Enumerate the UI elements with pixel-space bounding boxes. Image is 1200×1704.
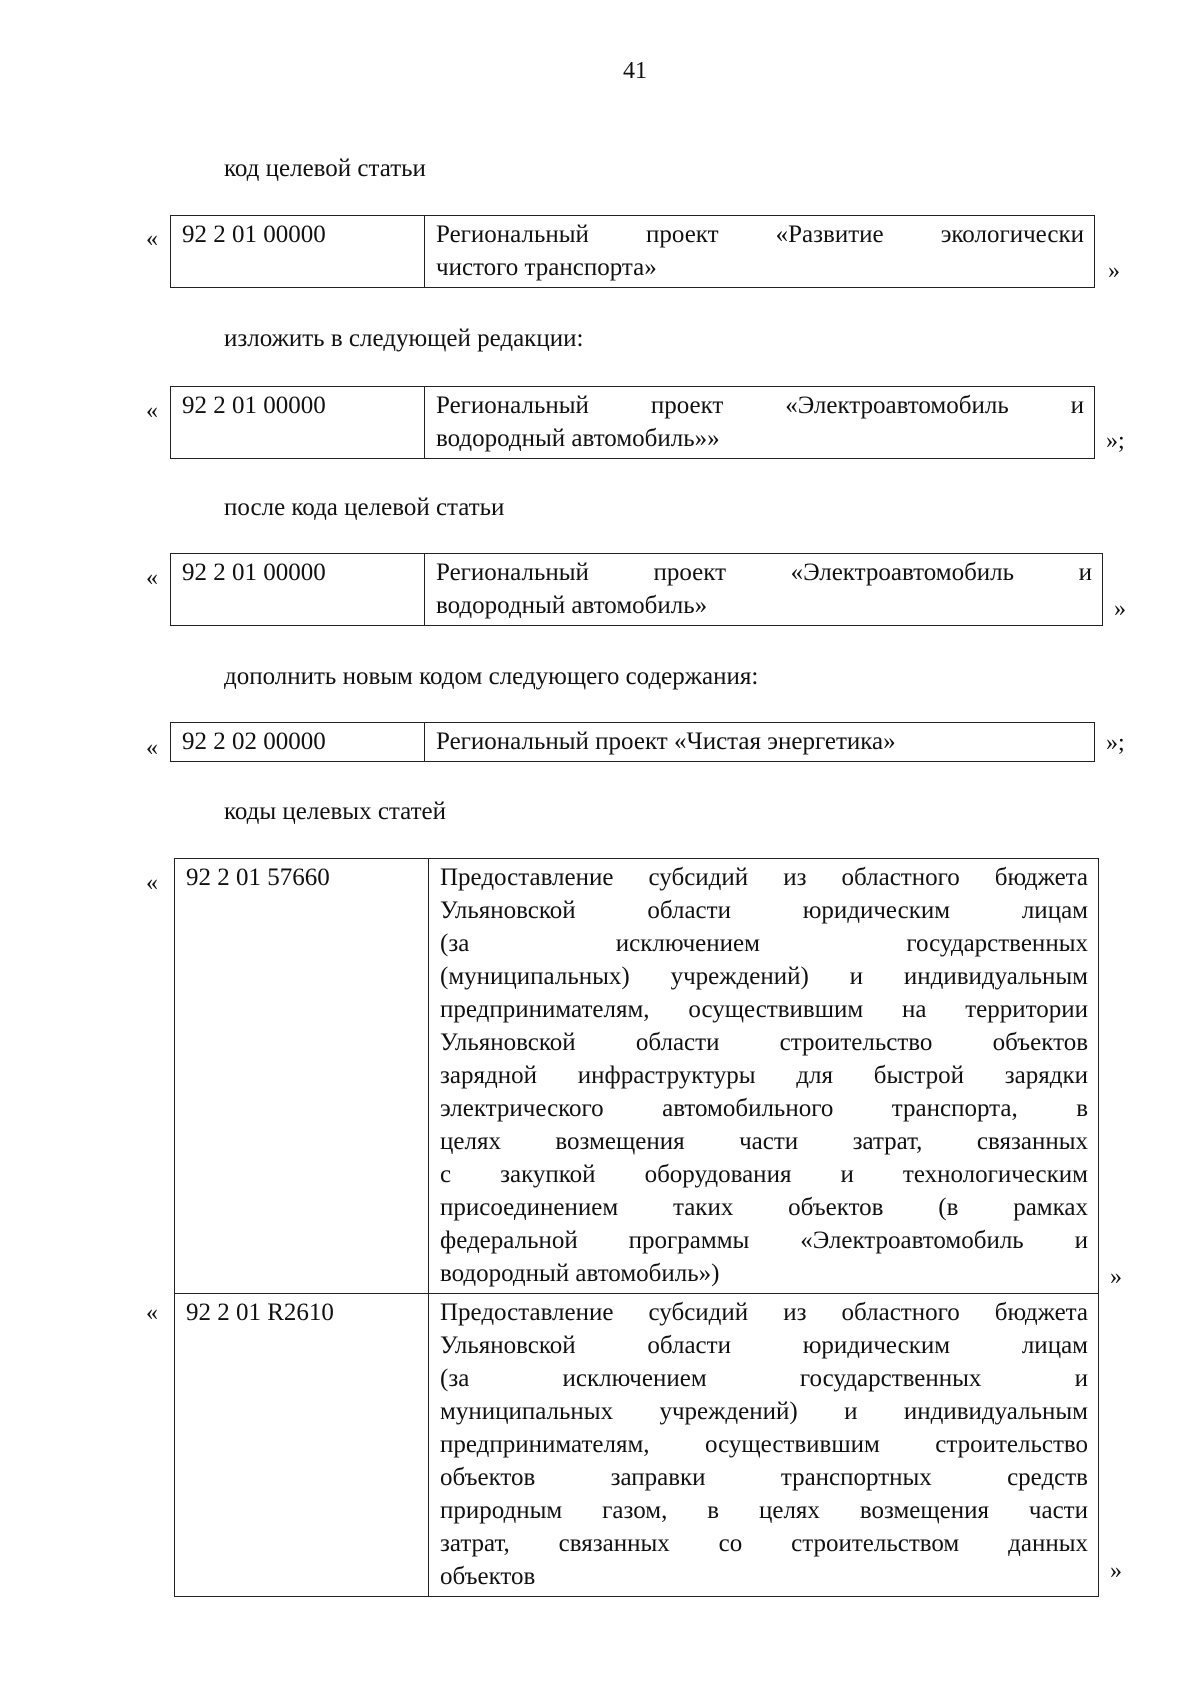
closing-quote: » bbox=[1110, 1264, 1122, 1290]
opening-quote: « bbox=[146, 735, 158, 761]
description-line: зарядной инфраструктуры для быстрой зарядки bbox=[440, 1062, 1088, 1089]
opening-quote: « bbox=[146, 1300, 158, 1326]
paragraph-intro: код целевой статьи bbox=[224, 155, 426, 182]
target-code: 92 2 01 R2610 bbox=[175, 1294, 429, 1597]
target-description bbox=[425, 723, 1095, 762]
description-line: Предоставление субсидий из областного бюджета bbox=[440, 864, 1088, 891]
code-table bbox=[170, 553, 1103, 626]
opening-quote: « bbox=[146, 226, 158, 252]
paragraph-intro: дополнить новым кодом следующего содержания: bbox=[224, 663, 759, 690]
paragraph-intro: коды целевых статей bbox=[224, 798, 446, 825]
description-line: объектов заправки транспортных средств bbox=[440, 1464, 1088, 1491]
description-line: природным газом, в целях возмещения части bbox=[440, 1497, 1088, 1524]
description-line: Ульяновской области юридическим лицам bbox=[440, 897, 1088, 924]
target-code: 92 2 02 00000 bbox=[171, 723, 425, 762]
description-line: Региональный проект «Развитие экологически bbox=[436, 221, 1084, 248]
description-line: (муниципальных) учреждений) и индивидуальным bbox=[440, 963, 1088, 990]
closing-quote: » bbox=[1114, 596, 1126, 622]
closing-quote: »; bbox=[1106, 730, 1125, 756]
paragraph-intro: изложить в следующей редакции: bbox=[224, 325, 584, 352]
description-line: электрического автомобильного транспорта, в bbox=[440, 1095, 1088, 1122]
code-table bbox=[170, 386, 1095, 459]
description-line: предпринимателям, осуществившим на территории bbox=[440, 996, 1088, 1023]
description-line: водородный автомобиль») bbox=[440, 1260, 720, 1287]
description-line: Региональный проект «Электроавтомобиль и bbox=[436, 392, 1084, 419]
code-table bbox=[174, 858, 1099, 1597]
description-line: Ульяновской области строительство объектов bbox=[440, 1029, 1088, 1056]
description-line: предпринимателям, осуществившим строительство bbox=[440, 1431, 1088, 1458]
description-line: федеральной программы «Электроавтомобиль и bbox=[440, 1227, 1088, 1254]
table-row bbox=[171, 554, 1103, 626]
target-description bbox=[425, 216, 1095, 288]
table-row bbox=[175, 1294, 1099, 1597]
description-line: Предоставление субсидий из областного бюджета bbox=[440, 1299, 1088, 1326]
description-line: Ульяновской области юридическим лицам bbox=[440, 1332, 1088, 1359]
description-line: Региональный проект «Чистая энергетика» bbox=[436, 728, 896, 755]
target-code: 92 2 01 00000 bbox=[171, 387, 425, 459]
description-line: присоединением таких объектов (в рамках bbox=[440, 1194, 1088, 1221]
target-description bbox=[425, 387, 1095, 459]
table-row bbox=[171, 723, 1095, 762]
description-line: водородный автомобиль»» bbox=[436, 425, 720, 452]
target-description bbox=[429, 1294, 1099, 1597]
description-line: затрат, связанных со строительством данных bbox=[440, 1530, 1088, 1557]
description-line: Региональный проект «Электроавтомобиль и bbox=[436, 559, 1092, 586]
table-row bbox=[171, 216, 1095, 288]
description-line: водородный автомобиль» bbox=[436, 592, 708, 619]
target-description bbox=[429, 859, 1099, 1294]
opening-quote: « bbox=[146, 870, 158, 896]
description-line: муниципальных учреждений) и индивидуальным bbox=[440, 1398, 1088, 1425]
opening-quote: « bbox=[146, 565, 158, 591]
target-code: 92 2 01 57660 bbox=[175, 859, 429, 1294]
description-line: чистого транспорта» bbox=[436, 254, 657, 281]
target-code: 92 2 01 00000 bbox=[171, 216, 425, 288]
table-row bbox=[171, 387, 1095, 459]
description-line: (за исключением государственных и bbox=[440, 1365, 1088, 1392]
description-line: (за исключением государственных bbox=[440, 930, 1088, 957]
closing-quote: »; bbox=[1106, 428, 1125, 454]
code-table bbox=[170, 215, 1095, 288]
paragraph-intro: после кода целевой статьи bbox=[224, 494, 505, 521]
page-number: 41 bbox=[623, 58, 647, 84]
target-description bbox=[425, 554, 1103, 626]
code-table bbox=[170, 722, 1095, 762]
target-code: 92 2 01 00000 bbox=[171, 554, 425, 626]
closing-quote: » bbox=[1108, 258, 1120, 284]
description-line: целях возмещения части затрат, связанных bbox=[440, 1128, 1088, 1155]
description-line: объектов bbox=[440, 1563, 536, 1590]
table-row bbox=[175, 859, 1099, 1294]
opening-quote: « bbox=[146, 398, 158, 424]
description-line: с закупкой оборудования и технологическим bbox=[440, 1161, 1088, 1188]
closing-quote: » bbox=[1110, 1558, 1122, 1584]
